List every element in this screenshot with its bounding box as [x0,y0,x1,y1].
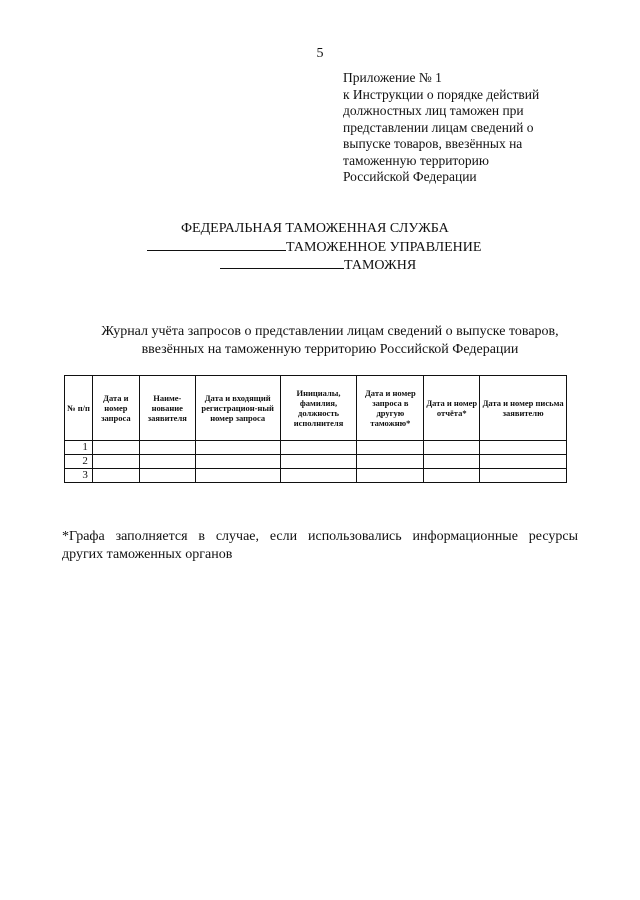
column-header: № п/п [65,376,93,441]
table-cell [480,455,567,469]
column-header: Дата и номер отчёта* [424,376,480,441]
appendix-line: представлении лицам сведений о [343,119,534,135]
footnote-line: *Графа заполняется в случае, если использовались информационные ресурсы [62,529,578,544]
table-row [65,469,567,483]
table-row [65,441,567,455]
table-cell [139,455,195,469]
table-cell [92,455,139,469]
page-number: 5 [316,46,324,61]
department-line [147,238,481,257]
column-header: Дата и входящий регистрацион-ный номер запроса [195,376,280,441]
row-number: 2 [65,455,93,469]
journal-title-line: Журнал учёта запросов о представлении лицам сведений о выпуске товаров, [101,324,559,339]
table-cell [424,455,480,469]
table-header-row [65,376,567,441]
footnote [62,528,578,564]
row-number: 1 [65,441,93,455]
journal-title-line: ввезённых на таможенную территорию Российской Федерации [141,342,519,357]
table-cell [357,455,424,469]
department-name: ТАМОЖЕННОЕ УПРАВЛЕНИЕ [286,240,482,255]
appendix-line: к Инструкции о порядке действий [343,86,540,102]
appendix-block [343,70,588,186]
customs-blank [220,256,344,269]
table-cell [480,469,567,483]
customs-line [220,256,416,275]
footnote-line: других таможенных органов [62,547,233,562]
journal-table [64,375,567,483]
department-blank [147,238,286,251]
customs-name: ТАМОЖНЯ [344,258,417,273]
appendix-line: выпуске товаров, ввезённых на [343,136,523,151]
table-cell [280,455,357,469]
table-cell [195,455,280,469]
column-header: Дата и номер запроса в другую таможню* [357,376,424,441]
appendix-line: Российской Федерации [343,169,477,184]
appendix-line: Приложение № 1 [343,70,442,85]
appendix-line: должностных лиц таможен при [343,103,524,118]
table-cell [357,441,424,455]
journal-title [60,323,600,359]
column-header: Дата и номер запроса [92,376,139,441]
table-cell [195,441,280,455]
table-cell [139,469,195,483]
column-header: Наиме-нование заявителя [139,376,195,441]
table-cell [139,441,195,455]
table-cell [357,469,424,483]
table-cell [280,441,357,455]
table-cell [424,441,480,455]
table-cell [92,441,139,455]
column-header: Дата и номер письма заявителю [480,376,567,441]
table-cell [92,469,139,483]
table-cell [480,441,567,455]
row-number: 3 [65,469,93,483]
table-cell [280,469,357,483]
table-row [65,455,567,469]
table-cell [424,469,480,483]
appendix-line: таможенную территорию [343,152,489,168]
table-cell [195,469,280,483]
column-header: Инициалы, фамилия, должность исполнителя [280,376,357,441]
service-name: ФЕДЕРАЛЬНАЯ ТАМОЖЕННАЯ СЛУЖБА [181,221,449,236]
